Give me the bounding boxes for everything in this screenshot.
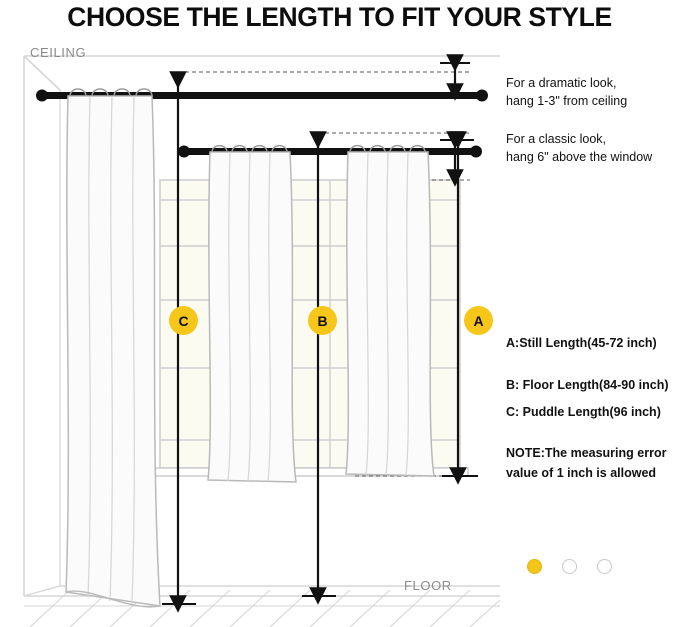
callout-classic-line1: For a classic look, bbox=[506, 132, 607, 146]
callout-dramatic-line1: For a dramatic look, bbox=[506, 76, 617, 90]
badge-b[interactable]: B bbox=[308, 306, 337, 335]
pagination-dot-3[interactable] bbox=[597, 559, 612, 574]
pagination-dot-1[interactable] bbox=[527, 559, 542, 574]
badge-c[interactable]: C bbox=[169, 306, 198, 335]
curtain-panel-c bbox=[66, 89, 160, 607]
callout-classic-line2: hang 6" above the window bbox=[506, 150, 653, 164]
callout-dramatic-line2: hang 1-3" from ceiling bbox=[506, 94, 628, 108]
legend-item-a: A:Still Length(45-72 inch) bbox=[506, 336, 657, 350]
curtain-panel-a bbox=[346, 146, 434, 476]
floor-label: FLOOR bbox=[404, 578, 452, 593]
note-line2: value of 1 inch is allowed bbox=[506, 466, 657, 480]
legend-item-c: C: Puddle Length(96 inch) bbox=[506, 405, 661, 419]
page-title: CHOOSE THE LENGTH TO FIT YOUR STYLE bbox=[67, 2, 612, 32]
legend-item-b: B: Floor Length(84-90 inch) bbox=[506, 378, 669, 392]
curtain-panel-b bbox=[208, 146, 296, 482]
ceiling-label: CEILING bbox=[30, 45, 87, 60]
pagination-dot-2[interactable] bbox=[562, 559, 577, 574]
badge-a[interactable]: A bbox=[464, 306, 493, 335]
note-line1: NOTE:The measuring error bbox=[506, 446, 667, 460]
